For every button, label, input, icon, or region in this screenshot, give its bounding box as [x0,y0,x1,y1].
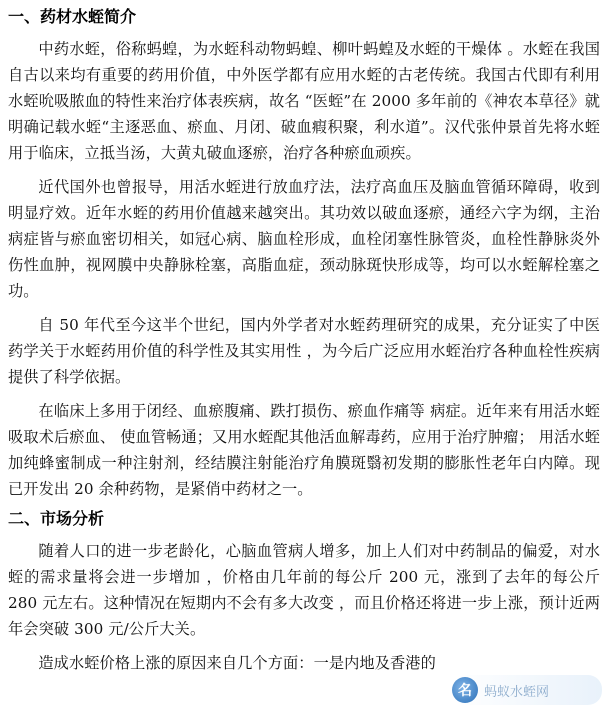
section-heading-intro: 一、药材水蛭简介 [8,7,137,26]
watermark-text: 蚂蚁水蛭网 [484,684,550,700]
paragraph-intro-4: 在临床上多用于闭经、血瘀腹痛、跌打损伤、瘀血作痛等 病症。近年来有用活水蛭吸取术后瘀血、 使血管畅通；又用水蛭配其他活血解毒药，应用于治疗肿瘤； 用活水蛭加纯蜂蜜制成一种注射剂，经结膜注射能治疗角膜斑翳初发期的膨胀性老年白内障。现已开发出 20 余种药物，是紧俏中药材之一。 [8,402,600,498]
watermark-logo-icon: 名 [452,677,478,703]
site-watermark [452,675,602,705]
paragraph-intro-1: 中药水蛭，俗称蚂蝗，为水蛭科动物蚂蝗、柳叶蚂蝗及水蛭的干燥体 。水蛭在我国自古以来均有重要的药用价值，中外医学都有应用水蛭的古老传统。我国古代即有利用水蛭吮吸脓血的特性来治疗体表疾病，故名 “医蛭”在 2000 多年前的《神农本草径》就明确记载水蛭“主逐恶血、瘀血、月闭、破血瘕积聚，利水道”。汉代张仲景首先将水蛭用于临床，立抵当汤，大黄丸破血逐瘀，治疗各种瘀血顽疾。 [8,40,600,162]
paragraph-intro-3: 自 50 年代至今这半个世纪，国内外学者对水蛭药理研究的成果，充分证实了中医药学关于水蛭药用价值的科学性及其实用性 ，为今后广泛应用水蛭治疗各种血栓性疾病提供了科学依据。 [8,316,600,386]
paragraph-market-2: 造成水蛭价格上涨的原因来自几个方面：一是内地及香港的 [38,654,436,672]
section-heading-market: 二、市场分析 [8,509,105,528]
paragraph-intro-2: 近代国外也曾报导，用活水蛭进行放血疗法，法疗高血压及脑血管循环障碍，收到明显疗效。近年水蛭的药用价值越来越突出。其功效以破血逐瘀，通经六字为纲，主治病症皆与瘀血密切相关，如冠心病、脑血栓形成，血栓闭塞性脉管炎，血栓性静脉炎外伤性血肿，视网膜中央静脉栓塞，高脂血症，颈动脉斑快形成等，均可以水蛭解栓塞之功。 [8,178,600,300]
paragraph-market-1: 随着人口的进一步老龄化，心脑血管病人增多，加上人们对中药制品的偏爱，对水蛭的需求量将会进一步增加 ，价格由几年前的每公斤 200 元，涨到了去年的每公斤 280 元左右。这种情况在短期内不会有多大改变 ，而且价格还将进一步上涨，预计近两年会突破 300 元/公斤大关。 [8,542,600,638]
